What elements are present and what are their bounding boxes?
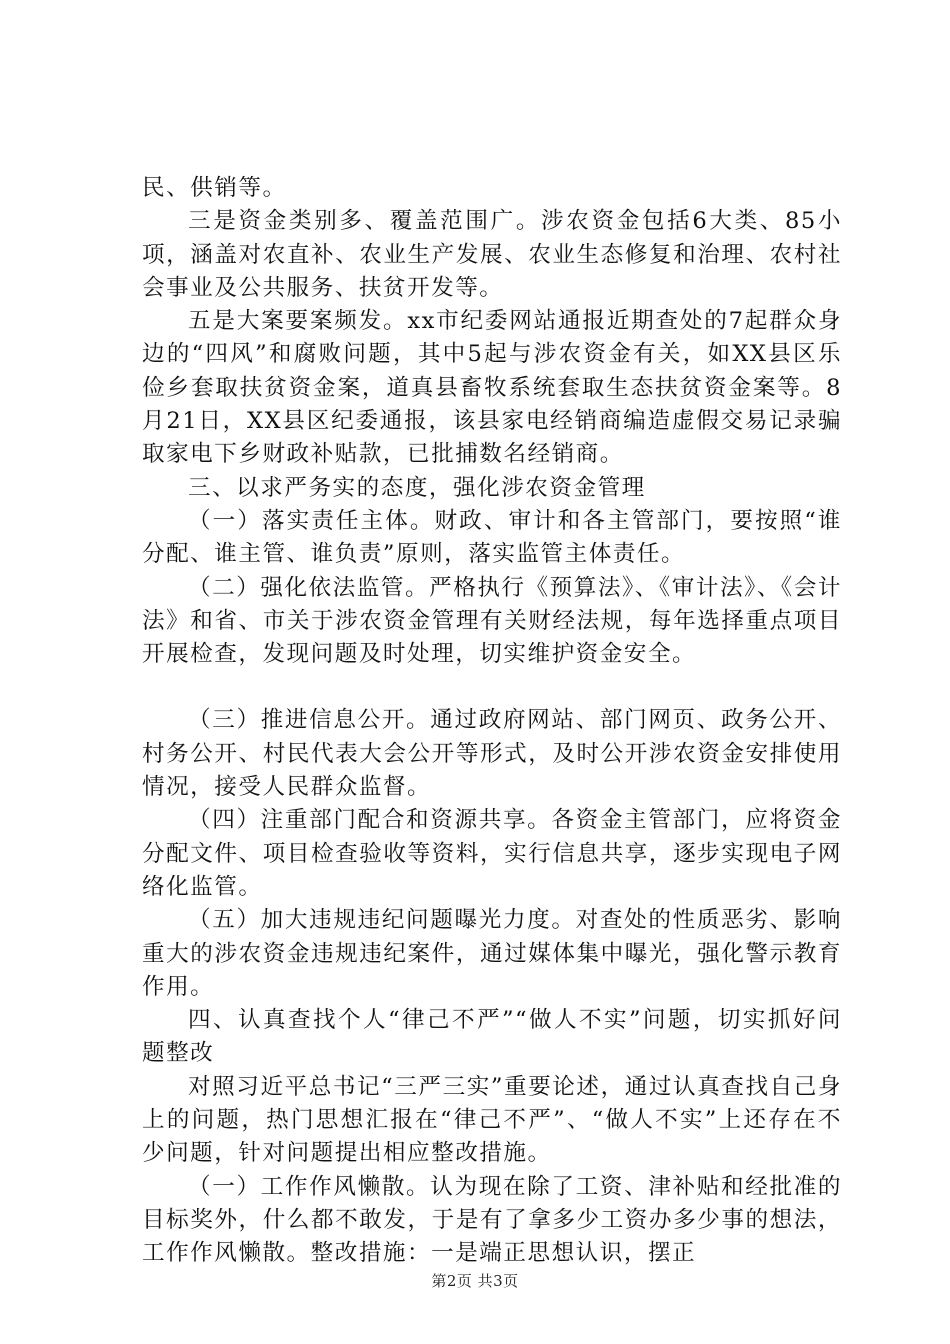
paragraph-10: （一）工作作风懒散。认为现在除了工资、津补贴和经批准的目标奖外，什么都不敢发，于是有了拿多少工资办多少事的想法，工作作风懒散。整改措施：一是端正思想认识，摆正: [142, 1173, 842, 1267]
paragraph-6: （三）推进信息公开。通过政府网站、部门网页、政务公开、村务公开、村民代表大会公开等形式，及时公开涉农资金安排使用情况，接受人民群众监督。: [142, 707, 842, 801]
paragraph-3: 五是大案要案频发。xx市纪委网站通报近期查处的7起群众身边的“四风”和腐败问题，其中5起与涉农资金有关，如XX县区乐俭乡套取扶贫资金案，道真县畜牧系统套取生态扶贫资金案等。8月21日，XX县区纪委通报，该县家电经销商编造虚假交易记录骗取家电下乡财政补贴款，已批捕数名经销商。: [142, 308, 842, 468]
section-heading-3: 三、以求严务实的态度，强化涉农资金管理: [188, 474, 646, 501]
paragraph-2: 三是资金类别多、覆盖范围广。涉农资金包括6大类、85小项，涵盖对农直补、农业生产发展、农业生态修复和治理、农村社会事业及公共服务、扶贫开发等。: [142, 208, 842, 301]
section-heading-4: 四、认真查找个人“律己不严”“做人不实”问题，切实抓好问题整改: [142, 1007, 842, 1067]
paragraph-1: 民、供销等。: [142, 175, 287, 201]
paragraph-8: （五）加大违规违纪问题曝光力度。对查处的性质恶劣、影响重大的涉农资金违规违纪案件，通过媒体集中曝光，强化警示教育作用。: [142, 907, 842, 1000]
paragraph-7: （四）注重部门配合和资源共享。各资金主管部门，应将资金分配文件、项目检查验收等资料，实行信息共享，逐步实现电子网络化监管。: [142, 807, 842, 900]
paragraph-5: （二）强化依法监管。严格执行《预算法》、《审计法》、《会计法》和省、市关于涉农资金管理有关财经法规，每年选择重点项目开展检查，发现问题及时处理，切实维护资金安全。: [142, 574, 842, 668]
document-body: [142, 172, 842, 1271]
paragraph-9: 对照习近平总书记“三严三实”重要论述，通过认真查找自己身上的问题，热门思想汇报在“律己不严”、“做人不实”上还存在不少问题，针对问题提出相应整改措施。: [142, 1073, 842, 1167]
paragraph-4: （一）落实责任主体。财政、审计和各主管部门，要按照“谁分配、谁主管、谁负责”原则，落实监管主体责任。: [142, 507, 842, 568]
blank-line: [142, 671, 842, 704]
page-footer: 第2页 共3页: [431, 1272, 519, 1290]
